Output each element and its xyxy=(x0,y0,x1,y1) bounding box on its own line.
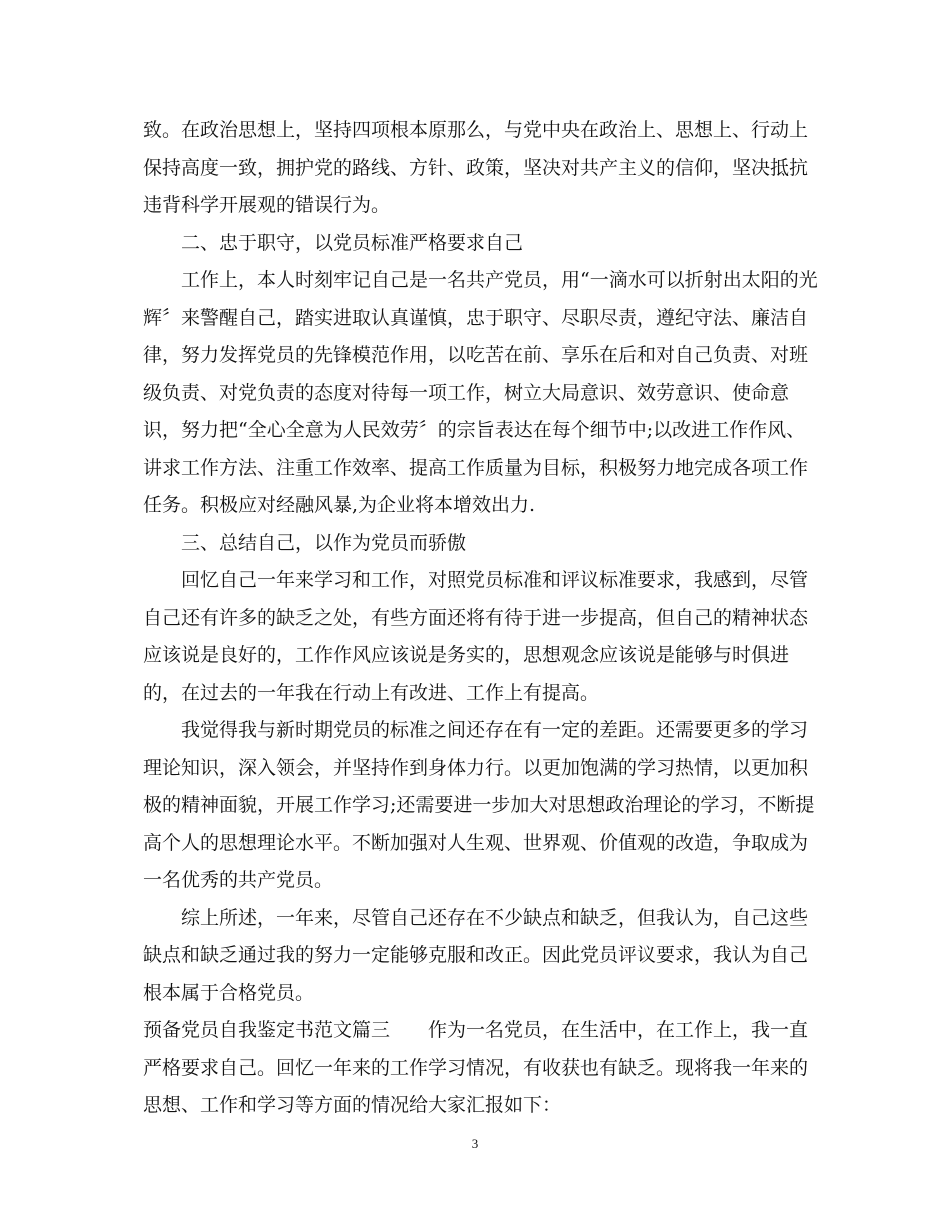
text-line: 保持高度一致，拥护党的路线、方针、政策，坚决对共产主义的信仰，坚决抵抗 xyxy=(143,156,809,179)
text-line: 应该说是良好的，工作作风应该说是务实的，思想观念应该说是能够与时俱进 xyxy=(143,644,790,666)
text-line: 严格要求自己。回忆一年来的工作学习情况，有收获也有缺乏。现将我一年来的 xyxy=(143,1056,809,1079)
text-line: 律，努力发挥党员的先锋模范作用，以吃苦在前、享乐在后和对自己负责、对班 xyxy=(143,344,809,366)
text-line: 二、忠于职守，以党员标准严格要求自己 xyxy=(181,231,524,254)
text-line: 辉〞来警醒自己，踏实进取认真谨慎，忠于职守、尽职尽责，遵纪守法、廉洁自 xyxy=(143,306,809,329)
text-line: 识，努力把“全心全意为人民效劳〞的宗旨表达在每个细节中;以改进工作作风、 xyxy=(143,419,806,441)
text-line: 我觉得我与新时期党员的标准之间还存在有一定的差距。还需要更多的学习 xyxy=(181,719,809,741)
text-line: 工作上，本人时刻牢记自己是一名共产党员，用“一滴水可以折射出太阳的光 xyxy=(181,269,818,291)
body-text xyxy=(143,112,818,1125)
text-line: 一名优秀的共产党员。 xyxy=(143,869,334,891)
text-line: 违背科学开展观的错误行为。 xyxy=(143,194,391,216)
text-line: 任务。积极应对经融风暴,为企业将本增效出力. xyxy=(143,494,536,516)
text-line: 致。在政治思想上，坚持四项根本原那么，与党中央在政治上、思想上、行动上 xyxy=(143,119,809,141)
text-line: 思想、工作和学习等方面的情况给大家汇报如下： xyxy=(143,1094,562,1116)
text-line: 预备党员自我鉴定书范文篇三 作为一名党员，在生活中，在工作上，我一直 xyxy=(143,1019,809,1041)
text-line: 回忆自己一年来学习和工作，对照党员标准和评议标准要求，我感到，尽管 xyxy=(181,569,809,591)
text-line: 级负责、对党负责的态度对待每一项工作，树立大局意识、效劳意识、使命意 xyxy=(143,381,790,404)
text-line: 理论知识，深入领会，并坚持作到身体力行。以更加饱满的学习热情，以更加积 xyxy=(143,756,809,779)
text-line: 缺点和缺乏通过我的努力一定能够克服和改正。因此党员评议要求，我认为自己 xyxy=(143,944,809,966)
text-line: 高个人的思想理论水平。不断加强对人生观、世界观、价值观的改造，争取成为 xyxy=(143,831,809,854)
text-line: 讲求工作方法、注重工作效率、提高工作质量为目标，积极努力地完成各项工作 xyxy=(143,456,809,479)
text-line: 三、总结自己，以作为党员而骄傲 xyxy=(181,531,467,554)
text-line: 自己还有许多的缺乏之处，有些方面还将有待于进一步提高，但自己的精神状态 xyxy=(143,606,809,629)
page-number: 3 xyxy=(471,1136,479,1151)
text-line: 极的精神面貌，开展工作学习;还需要进一步加大对思想政治理论的学习，不断提 xyxy=(143,794,815,816)
text-line: 综上所述，一年来，尽管自己还存在不少缺点和缺乏，但我认为，自己这些 xyxy=(181,906,809,929)
text-line: 的，在过去的一年我在行动上有改进、工作上有提高。 xyxy=(143,681,600,704)
text-line: 根本属于合格党员。 xyxy=(143,981,315,1004)
